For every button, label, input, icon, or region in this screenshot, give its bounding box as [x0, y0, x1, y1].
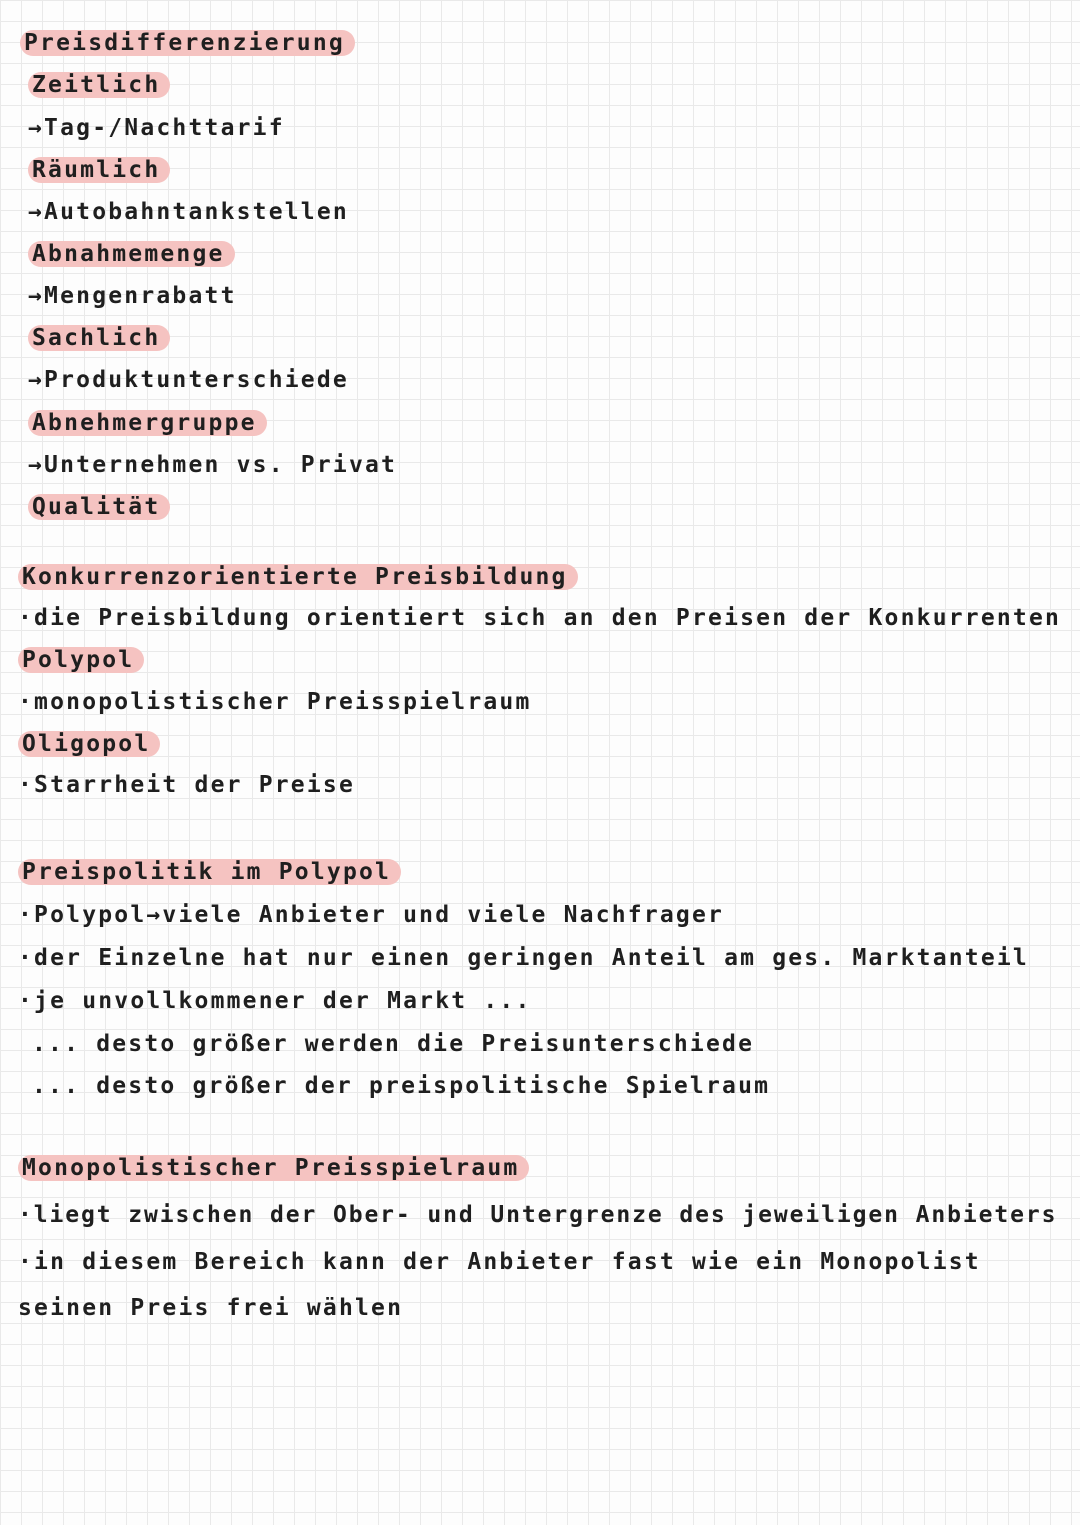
bullet-monopolistisch-1: ·liegt zwischen der Ober- und Untergrenze des jeweiligen Anbieters [18, 1202, 1058, 1228]
bullet-monopolistisch-3: seinen Preis frei wählen [18, 1295, 404, 1321]
detail-abnahmemenge: →Mengenrabatt [28, 283, 237, 309]
bullet-monopolistisch-2: ·in diesem Bereich kann der Anbieter fast wie ein Monopolist [18, 1249, 981, 1275]
detail-abnehmergruppe: →Unternehmen vs. Privat [28, 452, 398, 478]
label-oligopol: Oligopol [18, 729, 160, 759]
bullet-preispolitik-3: ·je unvollkommener der Markt ... [18, 988, 532, 1014]
bullet-polypol: ·monopolistischer Preisspielraum [18, 689, 532, 715]
bullet-preispolitik-1: ·Polypol→viele Anbieter und viele Nachfrager [18, 902, 725, 928]
label-polypol: Polypol [18, 645, 144, 675]
bullet-preispolitik-5: ... desto größer der preispolitische Spielraum [32, 1073, 771, 1099]
heading-konkurrenz: Konkurrenzorientierte Preisbildung [18, 562, 578, 592]
label-zeitlich: Zeitlich [28, 70, 170, 100]
bullet-preispolitik-4: ... desto größer werden die Preisunterschiede [32, 1031, 755, 1057]
detail-sachlich: →Produktunterschiede [28, 367, 349, 393]
heading-preisdifferenzierung: Preisdifferenzierung [20, 28, 355, 58]
detail-raeumlich: →Autobahntankstellen [28, 199, 349, 225]
bullet-preispolitik-2: ·der Einzelne hat nur einen geringen Anteil am ges. Marktanteil [18, 945, 1029, 971]
heading-monopolistisch: Monopolistischer Preisspielraum [18, 1153, 529, 1183]
bullet-oligopol: ·Starrheit der Preise [18, 772, 355, 798]
label-raeumlich: Räumlich [28, 155, 170, 185]
label-qualitaet: Qualität [28, 492, 170, 522]
label-abnehmergruppe: Abnehmergruppe [28, 408, 267, 438]
detail-zeitlich: →Tag-/Nachttarif [28, 115, 285, 141]
label-abnahmemenge: Abnahmemenge [28, 239, 235, 269]
label-sachlich: Sachlich [28, 323, 170, 353]
heading-preispolitik: Preispolitik im Polypol [18, 857, 401, 887]
bullet-konkurrenz: ·die Preisbildung orientiert sich an den Preisen der Konkurrenten [18, 605, 1062, 631]
